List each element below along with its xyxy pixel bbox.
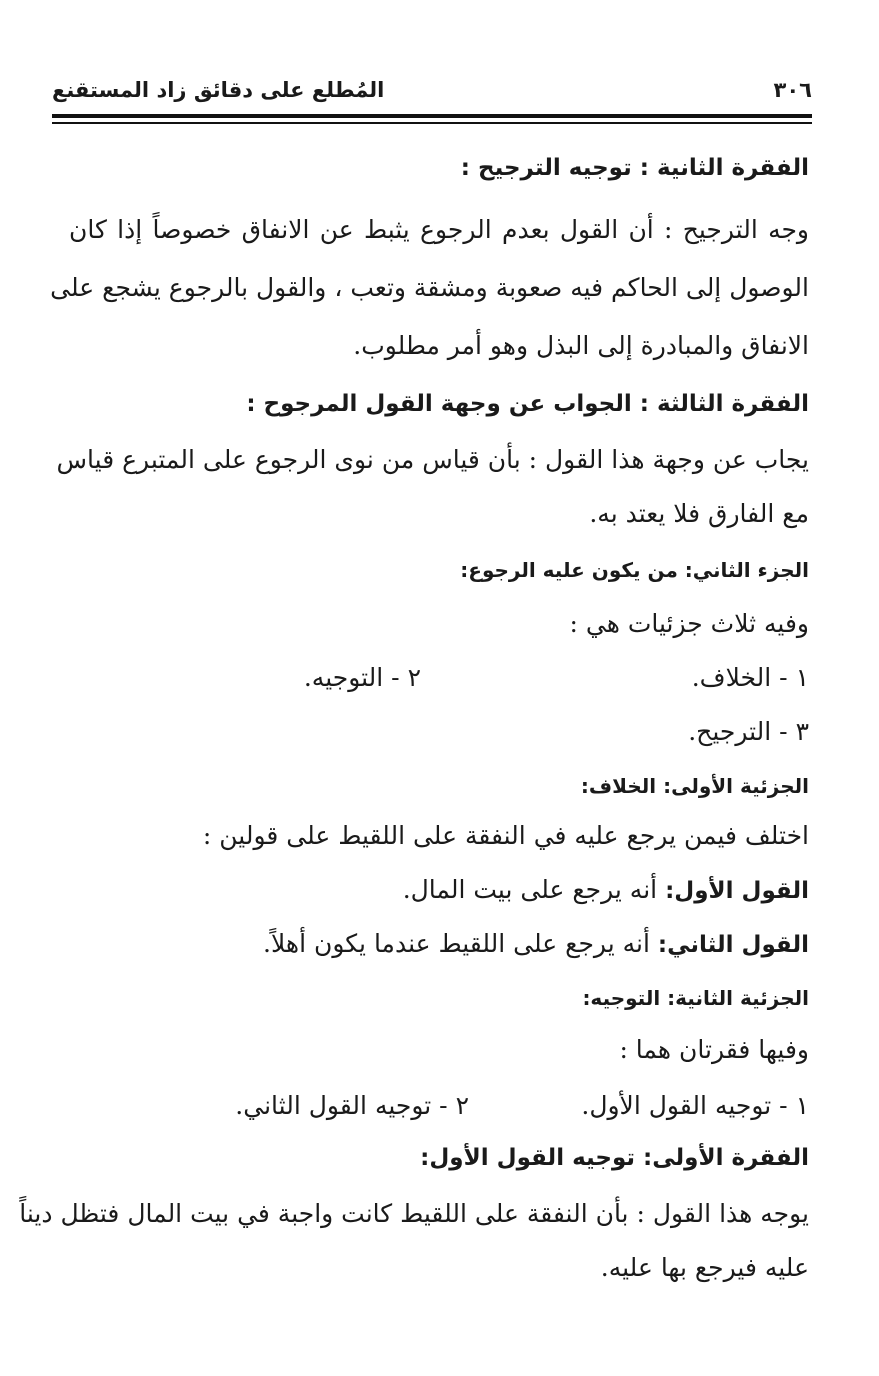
paragraph-line: مع الفارق فلا يعتد به. bbox=[589, 499, 809, 528]
header-rule-thick bbox=[52, 114, 812, 118]
section-heading: الفقرة الأولى: توجيه القول الأول: bbox=[420, 1145, 809, 1171]
list-item: ٢ - توجيه القول الثاني. bbox=[235, 1091, 469, 1120]
opinion-line bbox=[69, 870, 809, 911]
list-item: ٢ - التوجيه. bbox=[303, 663, 421, 692]
opinion-text: أنه يرجع على اللقيط عندما يكون أهلاً. bbox=[263, 929, 658, 958]
paragraph-line: الوصول إلى الحاكم فيه صعوبة ومشقة وتعب ، والقول بالرجوع يشجع على bbox=[50, 273, 809, 302]
paragraph-line: عليه فيرجع بها عليه. bbox=[600, 1253, 809, 1282]
list-item: ١ - الخلاف. bbox=[691, 663, 809, 692]
paragraph-line: يجاب عن وجهة هذا القول : بأن قياس من نوى الرجوع على المتبرع قياس bbox=[56, 445, 809, 474]
section-heading: الفقرة الثانية : توجيه الترجيح : bbox=[460, 155, 809, 181]
opinion-label: القول الأول: bbox=[665, 878, 809, 904]
section-heading: الجزئية الأولى: الخلاف: bbox=[580, 774, 809, 798]
section-heading: الجزئية الثانية: التوجيه: bbox=[582, 986, 809, 1010]
book-title: المُطلع على دقائق زاد المستقنع bbox=[52, 78, 385, 102]
paragraph-line: يوجه هذا القول : بأن النفقة على اللقيط كانت واجبة في بيت المال فتظل ديناً bbox=[19, 1199, 809, 1228]
paragraph-line: اختلف فيمن يرجع عليه في النفقة على اللقيط على قولين : bbox=[202, 821, 809, 850]
opinion-line bbox=[69, 924, 809, 965]
page-number: ٣٠٦ bbox=[773, 78, 812, 102]
paragraph-line: وجه الترجيح : أن القول بعدم الرجوع يثبط عن الانفاق خصوصاً إذا كان bbox=[69, 215, 809, 244]
paragraph-line: وفيها فقرتان هما : bbox=[619, 1035, 809, 1064]
opinion-text: أنه يرجع على بيت المال. bbox=[402, 875, 666, 904]
list-item: ٣ - الترجيح. bbox=[688, 717, 809, 746]
section-heading: الفقرة الثالثة : الجواب عن وجهة القول المرجوح : bbox=[246, 391, 809, 417]
paragraph-line: وفيه ثلاث جزئيات هي : bbox=[569, 609, 809, 638]
list-item: ١ - توجيه القول الأول. bbox=[581, 1091, 809, 1120]
section-heading: الجزء الثاني: من يكون عليه الرجوع: bbox=[460, 558, 809, 582]
running-header bbox=[52, 74, 812, 110]
opinion-label: القول الثاني: bbox=[657, 932, 809, 958]
paragraph-line: الانفاق والمبادرة إلى البذل وهو أمر مطلوب. bbox=[353, 331, 809, 360]
header-rule-thin bbox=[52, 122, 812, 124]
